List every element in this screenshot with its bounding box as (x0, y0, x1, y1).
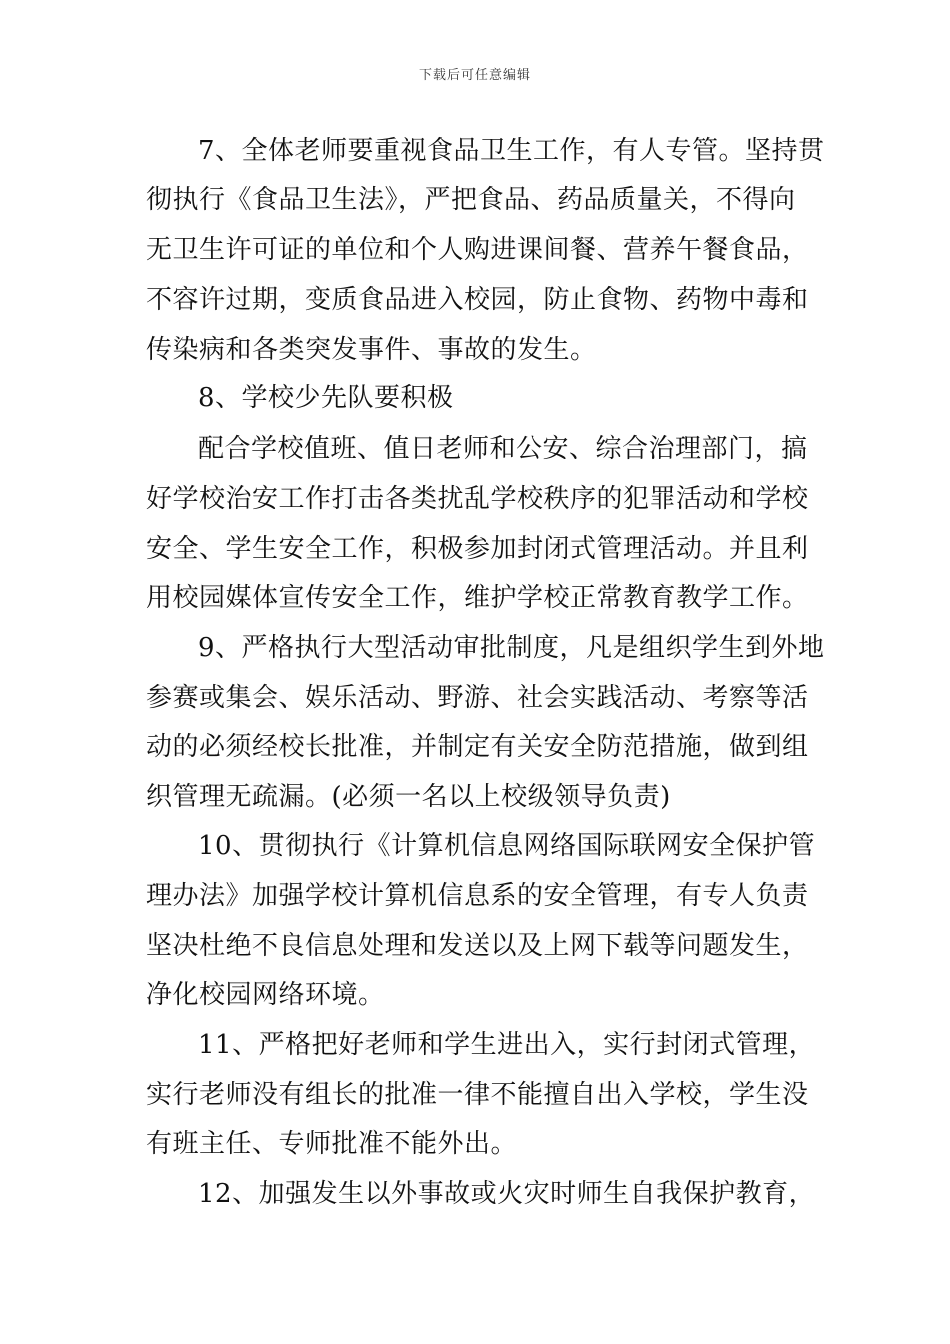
page-header: 下载后可任意编辑 (418, 68, 531, 83)
text-line: 10、贯彻执行《计算机信息网络国际联网安全保护管 (198, 831, 816, 861)
text-line: 用校园媒体宣传安全工作，维护学校正常教育教学工作。 (146, 583, 809, 613)
text-line: 11、严格把好老师和学生进出入，实行封闭式管理， (198, 1030, 816, 1060)
text-line: 12、加强发生以外事故或火灾时师生自我保护教育， (198, 1179, 816, 1209)
text-line: 织管理无疏漏。(必须一名以上校级领导负责) (146, 782, 671, 812)
text-line: 好学校治安工作打击各类扰乱学校秩序的犯罪活动和学校 (146, 484, 809, 514)
text-line: 理办法》加强学校计算机信息系的安全管理，有专人负责 (146, 881, 809, 911)
text-line: 不容许过期，变质食品进入校园，防止食物、药物中毒和 (146, 285, 809, 315)
text-line: 彻执行《食品卫生法》，严把食品、药品质量关，不得向 (146, 185, 796, 215)
text-line: 9、严格执行大型活动审批制度，凡是组织学生到外地 (198, 633, 825, 663)
text-line: 坚决杜绝不良信息处理和发送以及上网下载等问题发生， (146, 931, 809, 961)
text-line: 参赛或集会、娱乐活动、野游、社会实践活动、考察等活 (146, 683, 809, 713)
text-line: 有班主任、专师批准不能外出。 (146, 1129, 518, 1159)
text-line: 7、全体老师要重视食品卫生工作，有人专管。坚持贯 (198, 136, 825, 166)
text-line: 8、学校少先队要积极 (198, 383, 454, 413)
text-line: 动的必须经校长批准，并制定有关安全防范措施，做到组 (146, 732, 809, 762)
text-line: 净化校园网络环境。 (146, 980, 385, 1010)
text-line: 实行老师没有组长的批准一律不能擅自出入学校，学生没 (146, 1080, 809, 1110)
text-line: 传染病和各类突发事件、事故的发生。 (146, 335, 597, 365)
text-line: 无卫生许可证的单位和个人购进课间餐、营养午餐食品， (146, 235, 809, 265)
text-line: 安全、学生安全工作，积极参加封闭式管理活动。并且利 (146, 534, 809, 564)
text-line: 配合学校值班、值日老师和公安、综合治理部门，搞 (198, 434, 808, 464)
